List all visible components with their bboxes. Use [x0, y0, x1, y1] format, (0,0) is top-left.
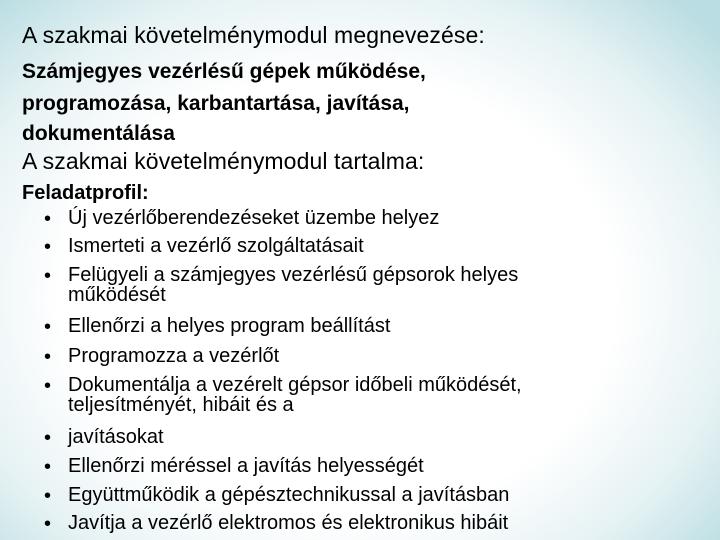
- bullet-icon: •: [44, 236, 52, 258]
- list-item-line: Ellenőrzi méréssel a javítás helyességét: [68, 455, 424, 477]
- bullet-icon: •: [44, 208, 52, 230]
- bullet-icon: •: [44, 485, 52, 507]
- list-item-text: [68, 346, 279, 366]
- list-item-line: Ismerteti a vezérlő szolgáltatásait: [68, 235, 364, 257]
- list-item-line: Dokumentálja a vezérelt gépsor időbeli működését,: [68, 374, 522, 396]
- list-item-text: [68, 375, 522, 415]
- module-name-heading: A szakmai követelménymodul megnevezése:: [22, 22, 485, 48]
- list-item-text: [68, 427, 164, 447]
- list-item-line: Javítja a vezérlő elektromos és elektronikus hibáit: [68, 512, 509, 534]
- profile-title: Feladatprofil:: [22, 182, 149, 204]
- module-name-line-3: dokumentálása: [22, 122, 175, 145]
- bullet-icon: •: [44, 427, 52, 449]
- list-item-text: [68, 236, 364, 256]
- bullet-icon: •: [44, 265, 52, 287]
- list-item-line: Ellenőrzi a helyes program beállítást: [68, 315, 391, 337]
- list-item-text: [68, 513, 508, 533]
- bullet-icon: •: [44, 375, 52, 397]
- module-content-heading: A szakmai követelménymodul tartalma:: [22, 148, 425, 174]
- list-item-text: [68, 208, 439, 228]
- list-item-text: [68, 265, 518, 305]
- bullet-icon: •: [44, 456, 52, 478]
- list-item-line: Új vezérlőberendezéseket üzembe helyez: [68, 207, 440, 229]
- module-name-line-2: programozása, karbantartása, javítása,: [22, 92, 410, 115]
- list-item-text: [68, 485, 509, 505]
- bullet-icon: •: [44, 316, 52, 338]
- bullet-icon: •: [44, 513, 52, 535]
- list-item-line: működését: [68, 284, 166, 306]
- bullet-icon: •: [44, 346, 52, 368]
- list-item-line: Felügyeli a számjegyes vezérlésű gépsorok helyes: [68, 264, 519, 286]
- list-item-line: Együttműködik a gépésztechnikussal a javításban: [68, 484, 510, 506]
- list-item-line: Programozza a vezérlőt: [68, 345, 280, 367]
- list-item-text: [68, 456, 424, 476]
- list-item-line: teljesítményét, hibáit és a: [68, 394, 294, 416]
- module-name-line-1: Számjegyes vezérlésű gépek működése,: [22, 60, 426, 83]
- list-item-text: [68, 316, 390, 336]
- list-item-line: javításokat: [68, 426, 164, 448]
